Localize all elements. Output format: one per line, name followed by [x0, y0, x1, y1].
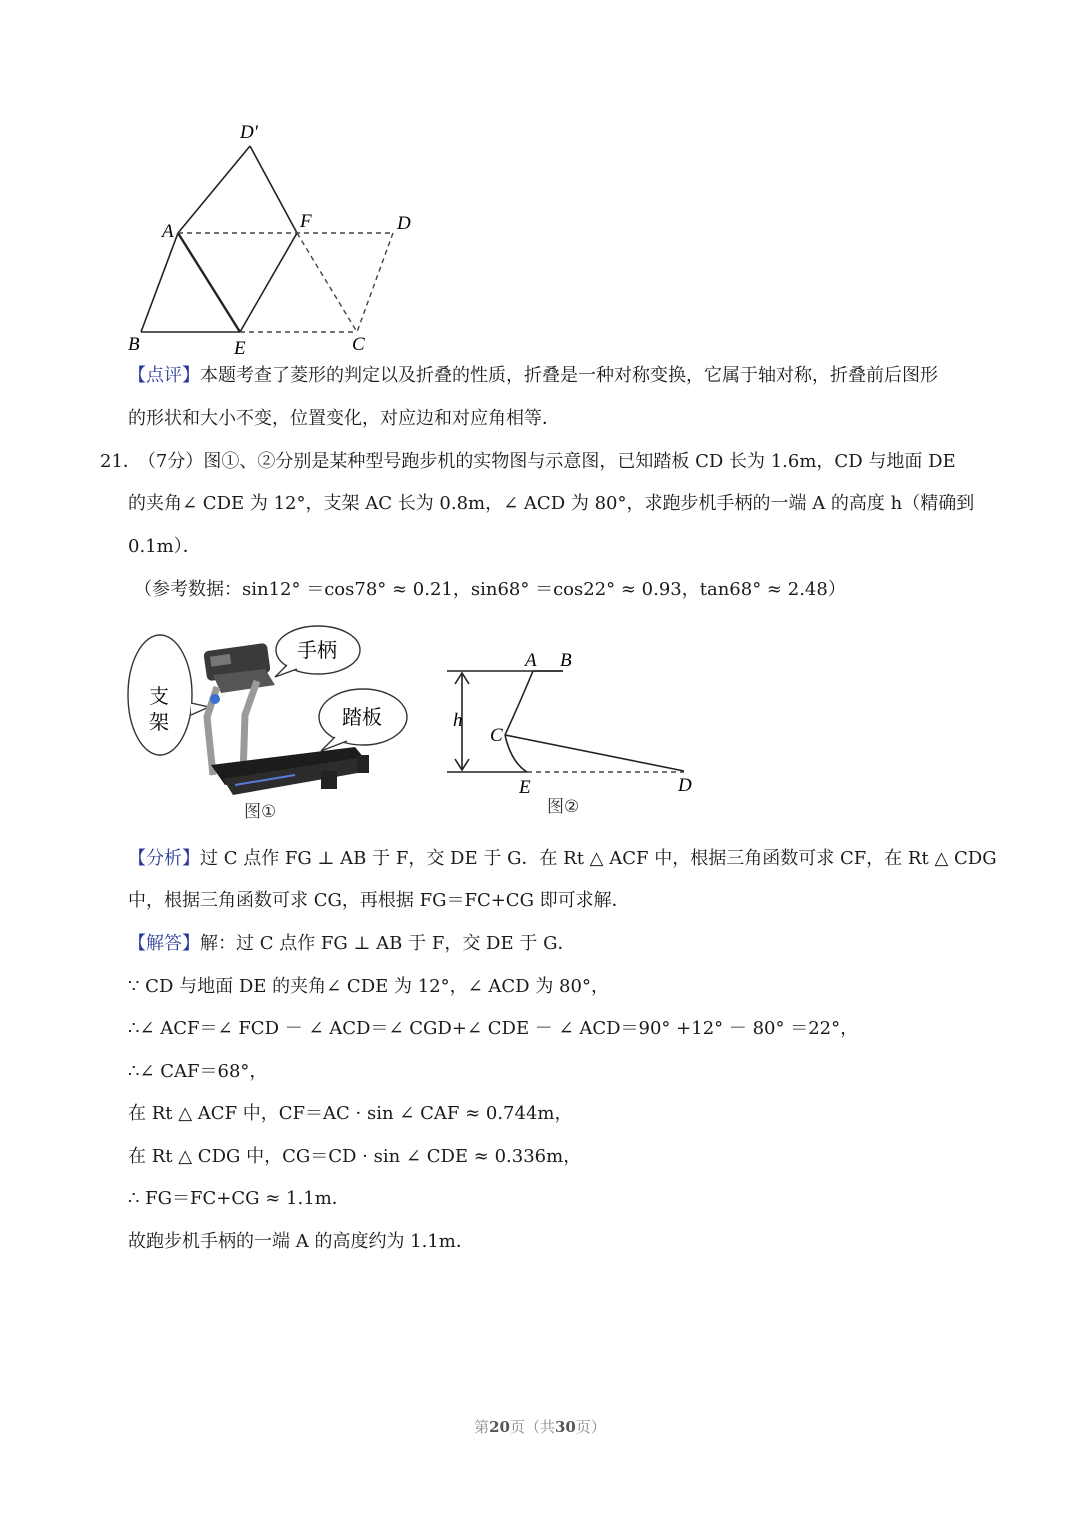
solution-line-1 [128, 931, 575, 957]
review-text-1: 本题考查了菱形的判定以及折叠的性质，折叠是一种对称变换，它属于轴对称，折叠前后图形 [200, 365, 938, 386]
label-B: B [560, 650, 572, 671]
analysis-text-1: 过 C 点作 FG ⊥ AB 于 F，交 DE 于 G．在 Rt △ ACF 中，根据三角函数可求 CF，在 Rt △ CDG [200, 848, 997, 869]
solution-line-3: ∴∠ ACF＝∠ FCD － ∠ ACD＝∠ CGD+∠ CDE － ∠ ACD＝90° +12° － 80° ＝22°， [128, 1018, 859, 1039]
curve-C-E [505, 735, 527, 772]
dashed-F-C [297, 233, 357, 332]
footer-suffix: 页） [575, 1418, 606, 1436]
problem-text-1: （7分）图①、②分别是某种型号跑步机的实物图与示意图，已知踏板 CD 长为 1.6m，CD 与地面 DE [146, 451, 956, 472]
label-C: C [490, 725, 503, 746]
edge-A-B [141, 233, 178, 332]
bubble-support-text-1: 支 [149, 684, 169, 708]
label-D: D [678, 775, 692, 796]
page-footer [0, 1416, 1080, 1437]
figure-rhombus-fold [110, 110, 430, 360]
analysis-line-2: 中，根据三角函数可求 CG，再根据 FG＝FC+CG 即可求解． [128, 890, 630, 911]
footer-total-pages: 30 [555, 1418, 576, 1436]
caption-figure-2: 图② [547, 797, 580, 817]
review-tag: 【点评】 [128, 365, 200, 386]
solution-line-4: ∴∠ CAF＝68°， [128, 1061, 268, 1082]
label-E: E [234, 338, 246, 359]
support-A-C [505, 671, 533, 735]
solution-line-6: 在 Rt △ CDG 中，CG＝CD · sin ∠ CDE ≈ 0.336m， [128, 1146, 582, 1167]
label-B: B [128, 334, 140, 355]
solution-line-2: ∵ CD 与地面 DE 的夹角∠ CDE 为 12°，∠ ACD 为 80°， [128, 976, 609, 997]
problem-line-2: 的夹角∠ CDE 为 12°，支架 AC 长为 0.8m，∠ ACD 为 80°，求跑步机手柄的一端 A 的高度 h（精确到 [128, 493, 975, 514]
bubble-handle-text: 手柄 [297, 638, 337, 662]
edge-A-E [178, 233, 240, 332]
bubble-pedal-text: 踏板 [342, 705, 382, 729]
review-line-2: 的形状和大小不变，位置变化，对应边和对应角相等． [128, 408, 560, 429]
analysis-tag: 【分析】 [128, 848, 200, 869]
label-D-prime: D′ [240, 122, 258, 143]
edge-A-Dprime [178, 146, 250, 233]
label-h: h [453, 710, 463, 731]
solution-tag: 【解答】 [128, 933, 200, 954]
edge-Dprime-F [250, 146, 297, 233]
solution-line-8: 故跑步机手柄的一端 A 的高度约为 1.1m． [128, 1231, 474, 1252]
figure-treadmill-schematic [435, 640, 705, 835]
label-C: C [352, 334, 365, 355]
footer-prefix: 第 [474, 1418, 490, 1436]
edge-E-F [240, 233, 297, 332]
bubble-support-text-2: 架 [149, 710, 169, 734]
caption-figure-1: 图① [244, 802, 277, 822]
label-D: D [397, 213, 411, 234]
label-F: F [300, 211, 312, 232]
solution-line-7: ∴ FG＝FC+CG ≈ 1.1m． [128, 1188, 350, 1209]
problem-number: 21． [100, 451, 141, 472]
footer-page-number: 20 [489, 1418, 510, 1436]
figure-treadmill-photo [125, 625, 415, 830]
label-E: E [519, 777, 531, 798]
solution-line-5: 在 Rt △ ACF 中，CF＝AC · sin ∠ CAF ≈ 0.744m， [128, 1103, 573, 1124]
footer-middle: 页（共 [509, 1418, 555, 1436]
solution-text-1: 解：过 C 点作 FG ⊥ AB 于 F，交 DE 于 G． [200, 933, 576, 954]
problem-line-1 [100, 449, 956, 475]
reference-data: （参考数据：sin12° ＝cos78° ≈ 0.21，sin68° ＝cos22° ≈ 0.93，tan68° ≈ 2.48） [134, 579, 846, 600]
analysis-line-1 [128, 846, 997, 872]
review-line-1 [128, 363, 938, 389]
problem-line-3: 0.1m）． [128, 536, 201, 557]
label-A: A [162, 221, 174, 242]
pedal-C-D [505, 735, 684, 771]
dashed-D-C [357, 233, 393, 332]
label-A: A [525, 650, 537, 671]
